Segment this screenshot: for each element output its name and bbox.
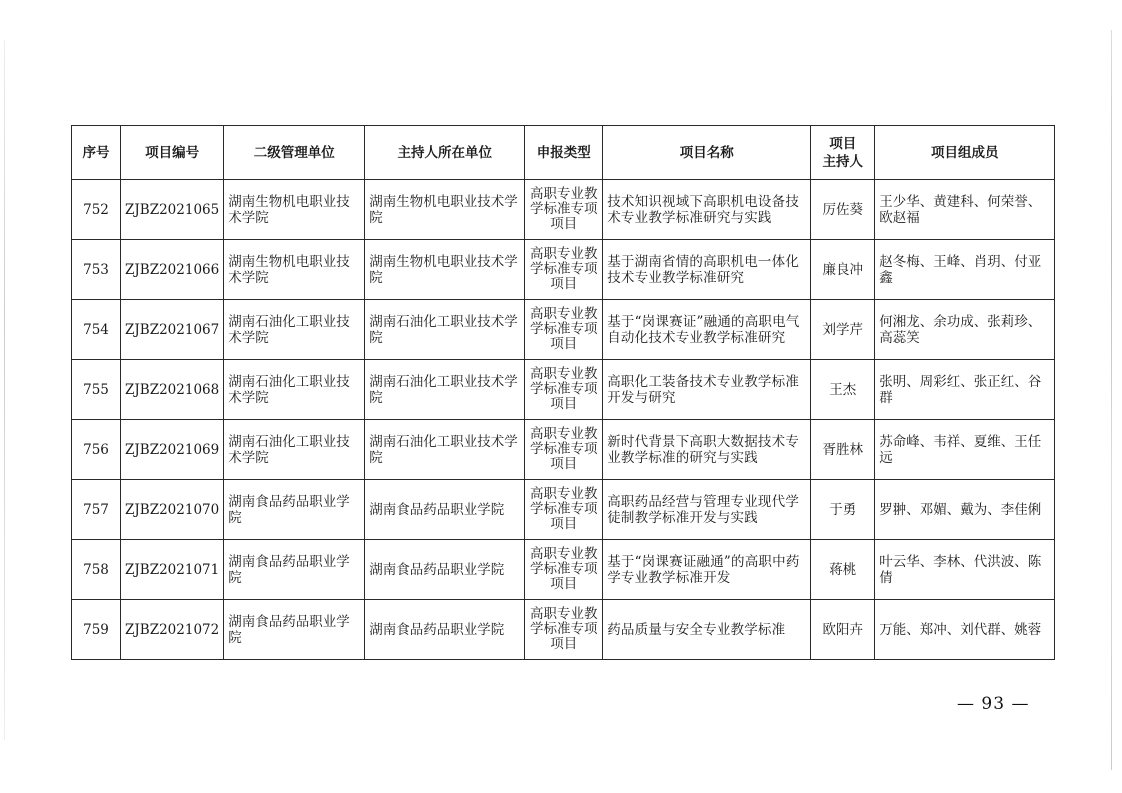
header-type: 申报类型	[525, 126, 603, 180]
cell-host-unit: 湖南生物机电职业技术学院	[365, 180, 525, 240]
header-host-unit: 主持人所在单位	[365, 126, 525, 180]
cell-type: 高职专业教学标准专项项目	[525, 180, 603, 240]
header-unit: 二级管理单位	[224, 126, 365, 180]
cell-leader: 厉佐葵	[811, 180, 875, 240]
cell-code: ZJBZ2021066	[121, 240, 224, 300]
cell-code: ZJBZ2021070	[121, 480, 224, 540]
table-row	[72, 480, 1055, 540]
table-row	[72, 180, 1055, 240]
cell-code: ZJBZ2021065	[121, 180, 224, 240]
cell-leader: 刘学芹	[811, 300, 875, 360]
cell-seq: 755	[72, 360, 121, 420]
cell-leader: 欧阳卉	[811, 600, 875, 660]
table-row	[72, 240, 1055, 300]
cell-type: 高职专业教学标准专项项目	[525, 360, 603, 420]
cell-code: ZJBZ2021071	[121, 540, 224, 600]
table-row	[72, 300, 1055, 360]
cell-project-name: 新时代背景下高职大数据技术专业教学标准的研究与实践	[603, 420, 811, 480]
cell-members: 王少华、黄建科、何荣誉、欧赵福	[875, 180, 1055, 240]
cell-unit: 湖南食品药品职业学院	[224, 540, 365, 600]
cell-seq: 756	[72, 420, 121, 480]
cell-members: 苏命峰、韦祥、夏维、王任远	[875, 420, 1055, 480]
cell-code: ZJBZ2021067	[121, 300, 224, 360]
header-code: 项目编号	[121, 126, 224, 180]
cell-project-name: 基于湖南省情的高职机电一体化技术专业教学标准研究	[603, 240, 811, 300]
cell-host-unit: 湖南生物机电职业技术学院	[365, 240, 525, 300]
cell-host-unit: 湖南食品药品职业学院	[365, 600, 525, 660]
cell-members: 万能、郑冲、刘代群、姚蓉	[875, 600, 1055, 660]
cell-type: 高职专业教学标准专项项目	[525, 420, 603, 480]
cell-unit: 湖南食品药品职业学院	[224, 480, 365, 540]
table-row	[72, 540, 1055, 600]
table-row	[72, 360, 1055, 420]
project-table	[71, 125, 1055, 660]
table-row	[72, 420, 1055, 480]
cell-project-name: 高职药品经营与管理专业现代学徒制教学标准开发与实践	[603, 480, 811, 540]
cell-type: 高职专业教学标准专项项目	[525, 480, 603, 540]
cell-code: ZJBZ2021068	[121, 360, 224, 420]
cell-host-unit: 湖南石油化工职业技术学院	[365, 360, 525, 420]
cell-leader: 于勇	[811, 480, 875, 540]
cell-code: ZJBZ2021072	[121, 600, 224, 660]
cell-members: 张明、周彩红、张正红、谷群	[875, 360, 1055, 420]
cell-seq: 752	[72, 180, 121, 240]
cell-type: 高职专业教学标准专项项目	[525, 300, 603, 360]
cell-unit: 湖南石油化工职业技术学院	[224, 360, 365, 420]
cell-unit: 湖南生物机电职业技术学院	[224, 180, 365, 240]
cell-type: 高职专业教学标准专项项目	[525, 540, 603, 600]
cell-project-name: 基于“岗课赛证融通”的高职中药学专业教学标准开发	[603, 540, 811, 600]
cell-type: 高职专业教学标准专项项目	[525, 240, 603, 300]
cell-host-unit: 湖南石油化工职业技术学院	[365, 300, 525, 360]
scan-edge-right	[1111, 30, 1112, 770]
cell-project-name: 药品质量与安全专业教学标准	[603, 600, 811, 660]
cell-leader: 廉良冲	[811, 240, 875, 300]
cell-host-unit: 湖南食品药品职业学院	[365, 480, 525, 540]
cell-code: ZJBZ2021069	[121, 420, 224, 480]
cell-host-unit: 湖南食品药品职业学院	[365, 540, 525, 600]
table-header-row	[72, 126, 1055, 180]
cell-type: 高职专业教学标准专项项目	[525, 600, 603, 660]
cell-unit: 湖南石油化工职业技术学院	[224, 300, 365, 360]
cell-unit: 湖南生物机电职业技术学院	[224, 240, 365, 300]
header-members: 项目组成员	[875, 126, 1055, 180]
cell-seq: 759	[72, 600, 121, 660]
cell-members: 赵冬梅、王峰、肖玥、付亚鑫	[875, 240, 1055, 300]
cell-leader: 胥胜林	[811, 420, 875, 480]
cell-unit: 湖南石油化工职业技术学院	[224, 420, 365, 480]
page-number: — 93 —	[957, 694, 1030, 714]
cell-seq: 758	[72, 540, 121, 600]
cell-project-name: 基于“岗课赛证”融通的高职电气自动化技术专业教学标准研究	[603, 300, 811, 360]
cell-seq: 754	[72, 300, 121, 360]
scan-edge-left	[4, 40, 5, 740]
cell-members: 叶云华、李林、代洪波、陈倩	[875, 540, 1055, 600]
header-seq: 序号	[72, 126, 121, 180]
cell-project-name: 高职化工装备技术专业教学标准开发与研究	[603, 360, 811, 420]
cell-leader: 蒋桃	[811, 540, 875, 600]
header-name: 项目名称	[603, 126, 811, 180]
table-body	[72, 180, 1055, 660]
table-row	[72, 600, 1055, 660]
cell-unit: 湖南食品药品职业学院	[224, 600, 365, 660]
cell-seq: 757	[72, 480, 121, 540]
cell-leader: 王杰	[811, 360, 875, 420]
cell-members: 罗翀、邓媚、戴为、李佳俐	[875, 480, 1055, 540]
cell-members: 何湘龙、余功成、张莉珍、高蕊笑	[875, 300, 1055, 360]
cell-seq: 753	[72, 240, 121, 300]
header-leader: 项目 主持人	[811, 126, 875, 180]
cell-project-name: 技术知识视域下高职机电设备技术专业教学标准研究与实践	[603, 180, 811, 240]
cell-host-unit: 湖南石油化工职业技术学院	[365, 420, 525, 480]
